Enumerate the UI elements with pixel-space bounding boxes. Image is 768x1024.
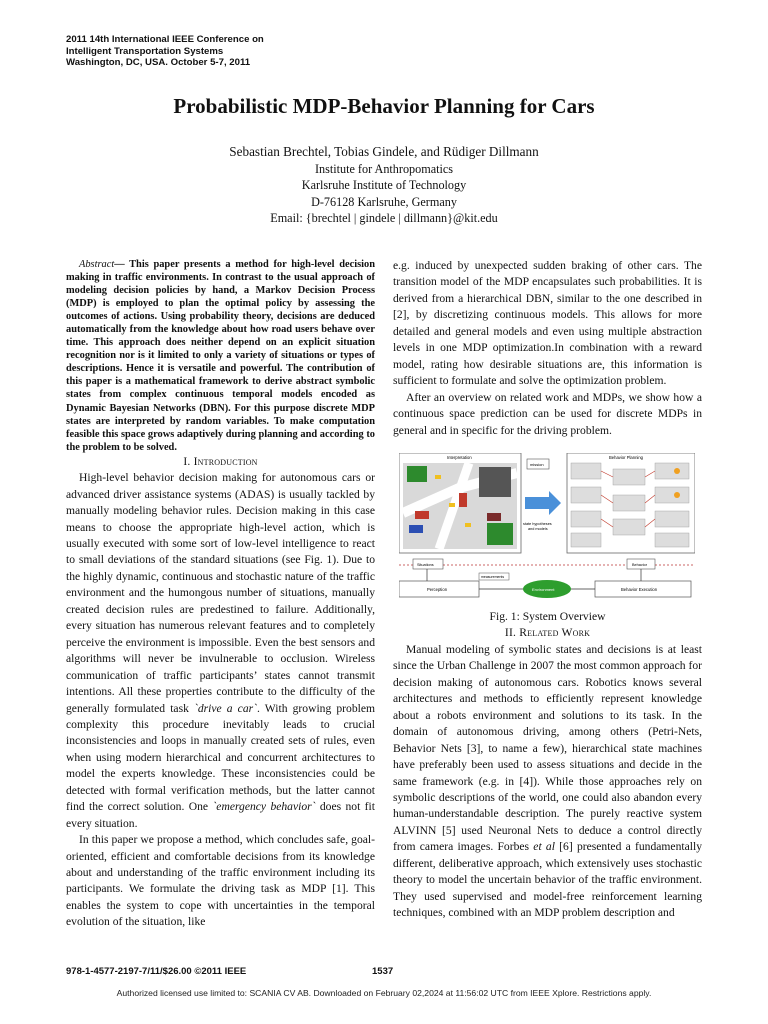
intro-paragraph-3: After an overview on related work and MDPs, we show how a continuous space prediction can be used for discrete MDPs in general and in specific for the driving problem. [393, 390, 702, 437]
intro-p1-part-a: High-level behavior decision making for autonomous cars or advanced driver assistance systems (ADAS) is usually tackled by manually modeling behavior rules. Decision making in this case means to choose the appropriate high-level action, which is usually executed with some sort of low-level intelligence to react to small deviations of the standard situations (see Fig. 1). Due to the highly dynamic, continuous and stochastic nature of the traffic environment and the humongous number of situations, manually created decision rules are predestined to failure. Additionally, every situation has numerous relevant features and to completely perceive the environment is impossible. Even the best sensors and algorithms will never be invulnerable to occlusion. Wireless communication of traffic participants’ states cannot transmit intentions. All these properties contribute to the difficulty of the generally formulated task [66, 471, 375, 715]
related-p1-emphasis: et al [533, 840, 555, 854]
section-heading-related-work [393, 625, 702, 641]
author-address: D-76128 Karlsruhe, Germany [311, 194, 457, 209]
interpretation-label: Interpretation [447, 454, 472, 460]
intro-paragraph-2: In this paper we propose a method, which concludes safe, goal-oriented, efficient and comfortable decisions from its knowledge about and understanding of the traffic environment including its participants. We formulate the driving task as MDP [1]. This enables the system to cope with uncertainties in the temporal evolution of the situation, like [66, 833, 375, 929]
authorized-use-notice: Authorized licensed use limited to: SCANIA CV AB. Downloaded on February 02,2024 at 11:56:02 UTC from IEEE Xplore. Restrictions apply. [116, 988, 652, 998]
car-dark [487, 513, 501, 521]
situations-label: Situations [417, 562, 434, 567]
conference-line-1: 2011 14th International IEEE Conference on [66, 34, 264, 45]
author-block [0, 144, 768, 226]
page-number: 1537 [372, 966, 394, 977]
footer-isbn: 978-1-4577-2197-7/11/$26.00 ©2011 IEEE [66, 966, 247, 977]
author-email: Email: {brechtel | gindele | dillmann}@kit.edu [270, 210, 498, 225]
abstract [66, 258, 375, 454]
state-tile [655, 533, 689, 547]
intro-p1-part-b: . With growing problem complexity this procedure inevitably leads to crucial inconsistencies and loops in manually created sets of rules, even when using modern hierarchical and concurrent architectures to model the experts knowledge. These inconsistencies could be detected with formal verification methods, but the latter cannot find the correct solution. One [66, 701, 375, 814]
author-names: Sebastian Brechtel, Tobias Gindele, and Rüdiger Dillmann [229, 144, 539, 159]
car-red [459, 493, 467, 507]
state-tile [613, 469, 645, 485]
intro-paragraph-2-continued: e.g. induced by unexpected sudden braking of other cars. The transition model of the MDP encapsulates such probabilities. It is derived from a hierarchical DBN, similar to the one described in [2], by discretizing continuous models. This allows for more detailed and general models and even using multiple abstraction levels in one MDP optimization.In combination with a reward model, rating how desirable situations are, this information is sufficient to formulate and solve the optimization problem. [393, 259, 702, 388]
and-models-label: and models [528, 526, 548, 531]
environment-label: Environment [532, 586, 555, 592]
measurements-label: measurements [481, 574, 505, 579]
intro-p1-emphasis-1: `drive a car` [193, 701, 257, 715]
behavior-label: Behavior [632, 562, 647, 567]
sign-marker [449, 503, 455, 507]
state-tile [655, 463, 689, 479]
section-number: I. [183, 454, 191, 468]
state-hypotheses-label: state hypotheses [523, 521, 552, 526]
left-column [66, 258, 375, 931]
related-p1-part-b: [6] presented a fundamentally different, deliberative approach, which extensively uses stochastic theory to model the uncertain behavior of the traffic environment. They used supervised and model-free reinforcement learning techniques, combined with an MDP problem description and [393, 840, 702, 920]
intro-p1-emphasis-2: `emergency behavior` [212, 800, 316, 814]
section-number: II. [504, 626, 517, 640]
goal-marker [674, 492, 680, 498]
conference-line-3: Washington, DC, USA. October 5-7, 2011 [66, 57, 251, 69]
goal-marker [674, 468, 680, 474]
state-tile [571, 463, 601, 479]
behavior-execution-label: Behavior Execution [621, 586, 658, 592]
car-red [415, 511, 429, 519]
system-overview-diagram [399, 453, 695, 603]
car-blue [409, 525, 423, 533]
building [479, 467, 511, 497]
section-title: Introduction [193, 454, 258, 468]
abstract-label: Abstract [79, 259, 115, 270]
section-heading-introduction [66, 454, 375, 470]
intro-p1-part-c: does not fit every situation. [66, 800, 375, 830]
state-tile [655, 487, 689, 503]
state-tile [571, 511, 601, 527]
state-tile [571, 533, 601, 547]
grass-area [487, 523, 513, 545]
section-title: Related Work [519, 626, 591, 640]
author-university: Karlsruhe Institute of Technology [301, 178, 467, 193]
sign-marker [435, 475, 441, 479]
related-p1-part-a: Manual modeling of symbolic states and decisions is at least since the Urban Challenge in 2007 the most common approach for decision making of autonomous cars. Robotics knows several architectures and methods to efficiently represent knowledge about a robots environment and solutions to its task. In the domain of autonomous driving, among others (Petri-Nets, Behavior Nets [3], to name a few), hierarchical state machines have preferably been used to assess situations and decide in the same framework (e.g. in [4]). While those approaches rely on symbolic descriptions of the world, one could also abandon every human-understandable description. The purely reactive system ALVINN [5] used Neuronal Nets to deduce a control directly from camera images. Forbes [393, 642, 702, 854]
related-paragraph-1 [393, 642, 702, 922]
conference-line-2: Intelligent Transportation Systems [66, 45, 224, 57]
perception-label: Perception [427, 586, 448, 592]
state-tile [655, 511, 689, 527]
figure-caption: Fig. 1: System Overview [489, 609, 606, 623]
right-column [393, 258, 702, 922]
behavior-planning-label: Behavior Planning [609, 454, 643, 460]
abstract-text: — This paper presents a method for high-level decision making in traffic environments. In contrast to the usual approach of modeling decision policies by hand, a Markov Decision Process (MDP) is employed to plan the optimal policy by assessing the outcomes of actions. Using probability theory, decisions are deduced automatically from the knowledge about how road users behave over time. This approach does neither depend on an explicit situation recognition nor is it limited to only a variety of situations or types of descriptions. Hence it is versatile and powerful. The contribution of this paper is a mathematical framework to derive abstract symbolic states from complex continuous temporal models encoded as Dynamic Bayesian Networks (DBN). For this purpose discrete MDP states are interpreted by random variables. To make computation feasible this space grows adaptively during planning and according to the problem to be solved. [66, 259, 375, 453]
sign-marker [465, 523, 471, 527]
author-institute: Institute for Anthropomatics [314, 162, 454, 177]
flow-arrow [525, 491, 561, 515]
grass-area [407, 466, 427, 482]
state-tile [613, 495, 645, 511]
mission-label: mission [530, 461, 544, 467]
paper-title: Probabilistic MDP-Behavior Planning for Cars [173, 94, 595, 118]
state-tile [571, 487, 601, 503]
intro-paragraph-1 [66, 470, 375, 832]
state-tile [613, 519, 645, 535]
conference-header [66, 34, 326, 69]
system-overview-figure [393, 453, 702, 605]
